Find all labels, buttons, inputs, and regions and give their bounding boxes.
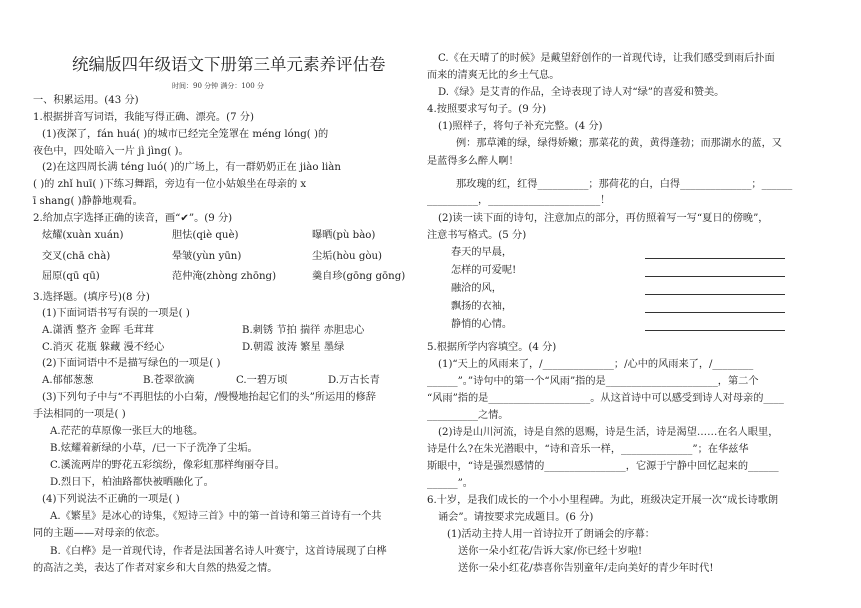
q4-2-cont: 注意书写格式。(5 分) [427,230,527,241]
pinyin-item: 羹自珍(gōng gōng) [312,271,406,282]
q1-line-3: (2)在这四周长满 téng luó( )的广场上，有一群奶奶正在 jiào liàn [42,162,341,173]
q1-line-5: ī shang( )静静地观看。 [33,196,143,207]
question-4: 4.按照要求写句子。(9 分) [427,104,547,115]
q4-1-task-cont: __________，______________________！ [427,195,611,206]
q3-4-option-d: D.《绿》是艾青的作品，全诗表现了诗人对“绿”的喜爱和赞美。 [438,87,725,98]
exam-title: 统编版四年级语文下册第三单元素养评估卷 [72,55,386,74]
q3-2-option-b: B.苍翠欲滴 [143,375,195,386]
answer-line[interactable] [645,294,785,295]
q3-2-option-d: D.万古长青 [328,375,380,386]
poem-line: 融洽的风， [451,283,502,294]
q5-2-cont-3: ______”。 [427,478,473,489]
q6-1-poem-1: 送你一朵小红花/告诉大家/你已经十岁啦! [458,546,643,557]
q3-3: (3)下列句子中与“不再胆怯的小白菊，/慢慢地抬起它们的头”所运用的修辞 [42,392,376,403]
q4-1-example: 例：那草滩的绿，绿得娇嫩；那菜花的黄，黄得蓬勃；而那湖水的蓝，又 [456,138,782,149]
answer-line[interactable] [645,330,785,331]
q3-4-option-a: A.《繁星》是冰心的诗集，《短诗三首》中的第一首诗和第三首诗有一个共 [50,511,382,522]
pinyin-item: 炫耀(xuàn xuán) [42,230,124,241]
question-5: 5.根据所学内容填空。(4 分) [427,342,557,353]
q3-2: (2)下面词语中不是描写绿色的一项是( ) [42,358,221,369]
pinyin-item: 晕皱(yùn yūn) [172,251,242,262]
answer-line[interactable] [645,258,785,259]
pinyin-item: 屈原(qū qū) [42,271,100,282]
question-1: 1.根据拼音写词语，我能写得正确、漂亮。(7 分) [33,112,254,123]
q3-1-option-c: C.消灭 花瓶 躲藏 漫不经心 [42,342,165,353]
section-1-heading: 一、积累运用。(43 分) [33,95,139,106]
q3-4-option-b-cont: 的高洁之美，表达了作者对家乡和大自然的热爱之情。 [33,563,278,574]
q1-line-4: ( )的 zhǐ huī( )下练习舞蹈，旁边有一位小姑娘坐在母亲的 x [33,179,307,190]
pinyin-item: 交叉(chā chà) [42,251,111,262]
pinyin-item: 尘垢(hòu gòu) [312,251,383,262]
answer-line[interactable] [645,312,785,313]
exam-subtitle: 时间：90 分钟 满分：100 分 [172,82,264,90]
q6-1-poem-2: 送你一朵小红花/恭喜你告别童年/走向美好的青少年时代! [458,563,714,574]
poem-line: 飘扬的衣袖， [451,301,513,312]
q3-3-cont: 手法相同的一项是( ) [33,409,126,420]
q5-1-cont-1: ______”。”诗句中的第一个“风雨”指的是______________________，第二个 [427,376,759,387]
q4-1-example-cont: 是蓝得多么醉人啊！ [427,156,519,167]
q4-2: (2)读一读下面的诗句，注意加点的部分，再仿照着写一写“夏日的傍晚”， [438,213,769,224]
q3-1-option-d: D.朝霞 波涛 繁星 墨绿 [242,342,345,353]
q5-1: (1)“天上的风雨来了，/______________；/心中的风雨来了，/________ [438,359,754,370]
poem-line: 静悄的心情。 [451,319,513,330]
q3-4-option-c: C.《在天晴了的时候》是戴望舒创作的一首现代诗，让我们感受到雨后扑面 [438,53,775,64]
q3-4-option-c-cont: 而来的清爽无比的乡土气息。 [427,70,560,81]
q3-4-option-a-cont: 同的主题——对母亲的依恋。 [33,528,166,539]
q3-3-option-d: D.烈日下，柏油路都快被晒融化了。 [50,477,214,488]
question-6-cont: 诵会”。请按要求完成题目。(6 分) [438,512,594,523]
q3-3-option-b: B.炫耀着新绿的小草，/已一下子洗净了尘垢。 [50,443,258,454]
q5-1-cont-3: __________之情。 [427,410,509,421]
question-6: 6.十岁，是我们成长的一个小小里程碑。为此，班级决定开展一次“成长诗歌朗 [427,495,779,506]
q3-3-option-a: A.茫茫的草原像一张巨大的地毯。 [50,426,204,437]
q3-4: (4)下列说法不正确的一项是( ) [42,494,180,505]
pinyin-item: 曝晒(pù bào) [312,230,376,241]
q3-4-option-b: B.《白桦》是一首现代诗，作者是法国著名诗人叶赛宁，这首诗展现了白桦 [50,546,387,557]
q4-1-task: 那玫瑰的红，红得__________；那荷花的白，白得______________；______ [456,179,793,190]
poem-line: 春天的早晨， [451,247,513,258]
q5-2-cont-1: 诗是什么?在朱光潜眼中，“诗和音乐一样，______________”；在华兹华 [427,444,749,455]
pinyin-item: 胆怯(qiè què) [172,230,239,241]
q1-line-2: 夜色中，四处暗入一片 jì jìng( )。 [33,146,189,157]
q5-1-cont-2: “风雨”指的是____________________。从这首诗中可以感受到诗人对母亲的____ [427,393,784,404]
question-3: 3.选择题。(填序号)(8 分) [33,292,150,303]
q5-2: (2)诗是山川河流，诗是自然的恩赐，诗是生活，诗是渴望……在名人眼里， [438,427,779,438]
q3-3-option-c: C.溪流两岸的野花五彩缤纷，像彩虹那样绚丽夺目。 [50,460,285,471]
q1-line-1: (1)夜深了，fán huá( )的城市已经完全笼罩在 méng lóng( )的 [42,129,329,140]
q3-2-option-c: C.一碧万顷 [236,375,288,386]
pinyin-item: 范仲淹(zhòng zhōng) [172,271,277,282]
poem-line: 怎样的可爱呢! [451,265,517,276]
question-2: 2.给加点字选择正确的读音，画“✔”。(9 分) [33,213,233,224]
q4-1: (1)照样子，将句子补充完整。(4 分) [438,121,603,132]
q3-1-option-b: B.刺锈 节拍 揣徉 赤胆忠心 [242,325,365,336]
q3-1-option-a: A.潇洒 整齐 金晖 毛茸茸 [42,325,154,336]
q3-2-option-a: A.郁郁葱葱 [42,375,94,386]
q5-2-cont-2: 斯眼中，“诗是强烈感情的________________，它源于宁静中回忆起来的______ [427,461,779,472]
answer-line[interactable] [645,276,785,277]
q6-1: (1)活动主持人用一首诗拉开了朗诵会的序幕： [447,529,655,540]
q3-1: (1)下面词语书写有误的一项是( ) [42,308,190,319]
